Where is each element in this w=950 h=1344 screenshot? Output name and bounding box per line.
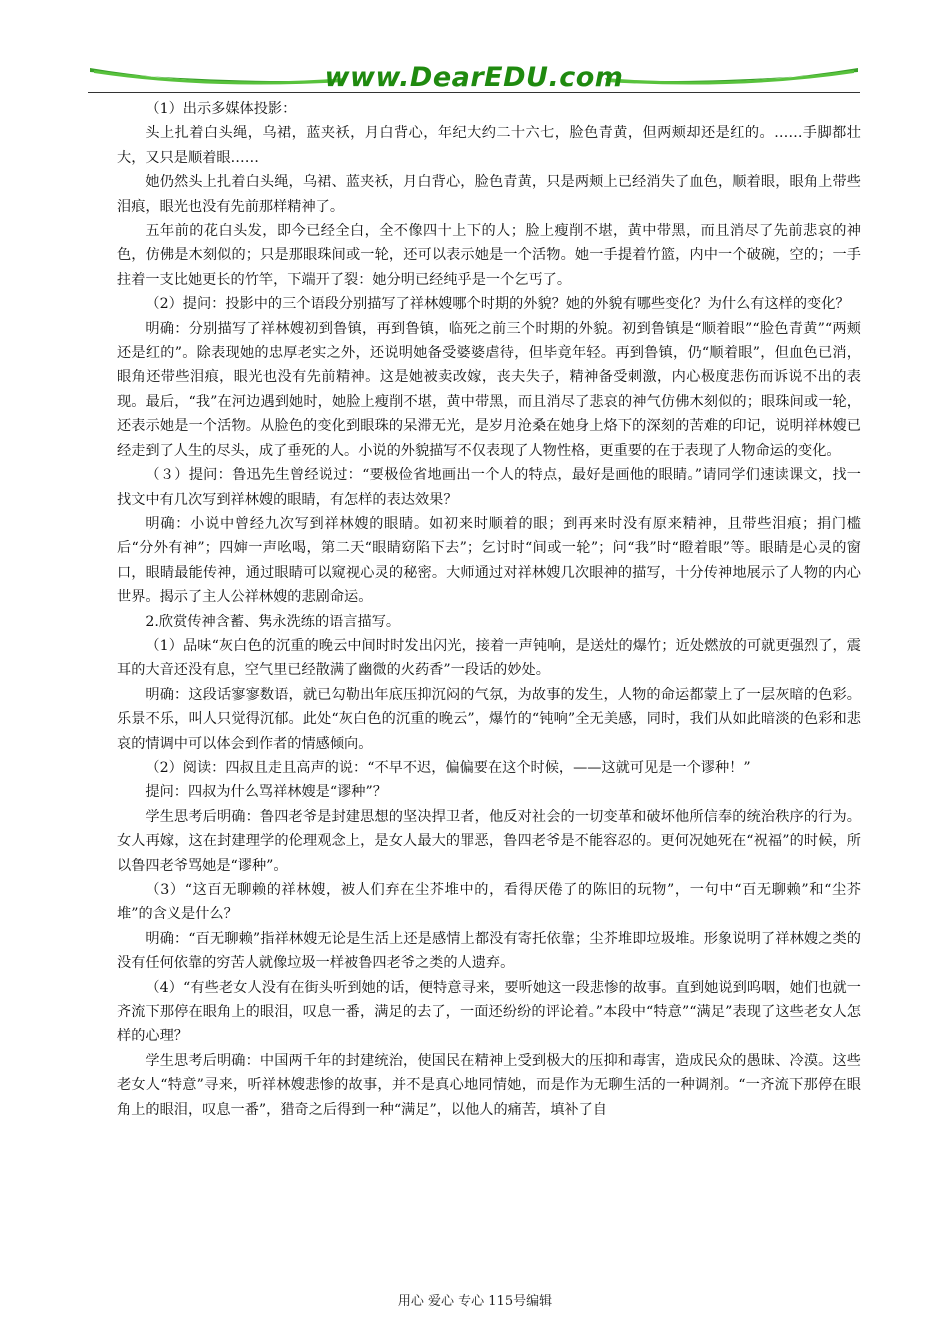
paragraph: （3）“这百无聊赖的祥林嫂，被人们弃在尘芥堆中的，看得厌倦了的陈旧的玩物”，一句中“百无聊赖”和“尘芥堆”的含义是什么？ xyxy=(117,882,861,923)
paragraph: （1）出示多媒体投影： xyxy=(145,101,297,117)
paragraph: 明确：“百无聊赖”指祥林嫂无论是生活上还是感情上都没有寄托依靠；尘芥堆即垃圾堆。形象说明了祥林嫂之类的没有任何依靠的穷苦人就像垃圾一样被鲁四老爷之类的人遗弃。 xyxy=(117,930,861,972)
paragraph: 五年前的花白头发，即今已经全白，全不像四十上下的人；脸上瘦削不堪，黄中带黑，而且消尽了先前悲哀的神色，仿佛是木刻似的；只是那眼珠间或一轮，还可以表示她是一个活物。她一手提着竹篮，内中一个破碗，空的；一手拄着一支比她更长的竹竿，下端开了裂：她分明已经纯乎是一个乞丐了。 xyxy=(117,223,861,288)
paragraph: 学生思考后明确：鲁四老爷是封建思想的坚决捍卫者，他反对社会的一切变革和破坏他所信奉的统治秩序的行为。女人再嫁，这在封建理学的伦理观念上，是女人最大的罪恶，鲁四老爷是不能容忍的。更何况她死在“祝福”的时候，所以鲁四老爷骂她是“谬种”。 xyxy=(117,808,861,874)
paragraph: 头上扎着白头绳，乌裙，蓝夹袄，月白背心，年纪大约二十六七，脸色青黄，但两颊却还是红的。……手脚都壮大，又只是顺着眼…… xyxy=(117,125,861,166)
header-divider xyxy=(88,92,860,93)
paragraph: 她仍然头上扎着白头绳，乌裙、蓝夹袄，月白背心，脸色青黄，只是两颊上已经消失了血色，顺着眼，眼角上带些泪痕，眼光也没有先前那样精神了。 xyxy=(117,174,861,215)
paragraph: 明确：小说中曾经九次写到祥林嫂的眼睛。如初来时顺着的眼；到再来时没有原来精神，且带些泪痕；捐门槛后“分外有神”；四婶一声吆喝，第二天“眼睛窈陷下去”；乞讨时“间或一轮”；问“我”时“瞪着眼”等。眼睛是心灵的窗口，眼睛最能传神，通过眼睛可以窥视心灵的秘密。大师通过对祥林嫂几次眼神的描写，十分传神地展示了人物的内心世界。揭示了主人公祥林嫂的悲剧命运。 xyxy=(117,515,861,606)
paragraph: （2）提问：投影中的三个语段分别描写了祥林嫂哪个时期的外貌？她的外貌有哪些变化？为什么有这样的变化？ xyxy=(145,296,850,313)
paragraph: 学生思考后明确：中国两千年的封建统治，使国民在精神上受到极大的压抑和毒害，造成民众的愚昧、冷漠。这些老女人“特意”寻来，听祥林嫂悲惨的故事，并不是真心地同情她，而是作为无聊生活的一种调剂。“一齐流下那停在眼角上的眼泪，叹息一番”，猎奇之后得到一种“满足”，以他人的痛苦，填补了自 xyxy=(117,1052,861,1118)
paragraph: 明确：这段话寥寥数语，就已勾勒出年底压抑沉闷的气氛，为故事的发生，人物的命运都蒙上了一层灰暗的色彩。乐景不乐，叫人只觉得沉郁。此处“灰白色的沉重的晚云”，爆竹的“钝响”全无美感，同时，我们从如此暗淡的色彩和悲哀的情调中可以体会到作者的情感倾向。 xyxy=(117,686,861,752)
paragraph: （３）提问：鲁迅先生曾经说过：“要极俭省地画出一个人的特点，最好是画他的眼睛。”请同学们速读课文，找一找文中有几次写到祥林嫂的眼睛，有怎样的表达效果？ xyxy=(117,467,861,508)
paragraph: 提问：四叔为什么骂祥林嫂是“谬种”？ xyxy=(145,784,387,801)
paragraph: 2.欣赏传神含蓄、隽永洗练的语言描写。 xyxy=(145,613,401,630)
page-header xyxy=(88,58,860,96)
page-footer: 用心 爱心 专心 115号编辑 xyxy=(397,1294,553,1309)
paragraph: （1）品味“灰白色的沉重的晚云中间时时发出闪光，接着一声钝响，是送灶的爆竹；近处燃放的可就更强烈了，震耳的大音还没有息，空气里已经散满了幽微的火药香”一段话的妙处。 xyxy=(117,637,861,679)
paragraph: （2）阅读：四叔且走且高声的说：“不早不迟，偏偏要在这个时候，——这就可见是一个谬种！” xyxy=(145,759,751,776)
site-logo-text[interactable]: www.DearEDU.com xyxy=(324,62,624,93)
paragraph: 明确：分别描写了祥林嫂初到鲁镇，再到鲁镇，临死之前三个时期的外貌。初到鲁镇是“顺着眼”“脸色青黄”“两颊还是红的”。除表现她的忠厚老实之外，还说明她备受婆婆虐待，但毕竟年轻。再到鲁镇，仍“顺着眼”，但血色已消，眼角还带些泪痕，眼光也没有先前精神。这是她被卖改嫁，丧夫失子，精神备受刺激，内心极度悲伤而诉说不出的表现。最后，“我”在河边遇到她时，她脸上瘦削不堪，黄中带黑，而且消尽了悲哀的神气仿佛木刻似的；眼珠间或一轮，还表示她是一个活物。从脸色的变化到眼珠的呆滞无光，是岁月沧桑在她身上烙下的深刻的苦难的印记，说明祥林嫂已经走到了人生的尽头，成了垂死的人。小说的外貌描写不仅表现了人物性格，更重要的在于表现了人物命运的变化。 xyxy=(117,320,861,459)
paragraph: （4）“有些老女人没有在街头听到她的话，便特意寻来，要听她这一段悲惨的故事。直到她说到呜咽，她们也就一齐流下那停在眼角上的眼泪，叹息一番，满足的去了，一面还纷纷的评论着。”本段中“特意”“满足”表现了这些老女人怎样的心理？ xyxy=(117,979,861,1045)
document-body xyxy=(117,97,861,1122)
